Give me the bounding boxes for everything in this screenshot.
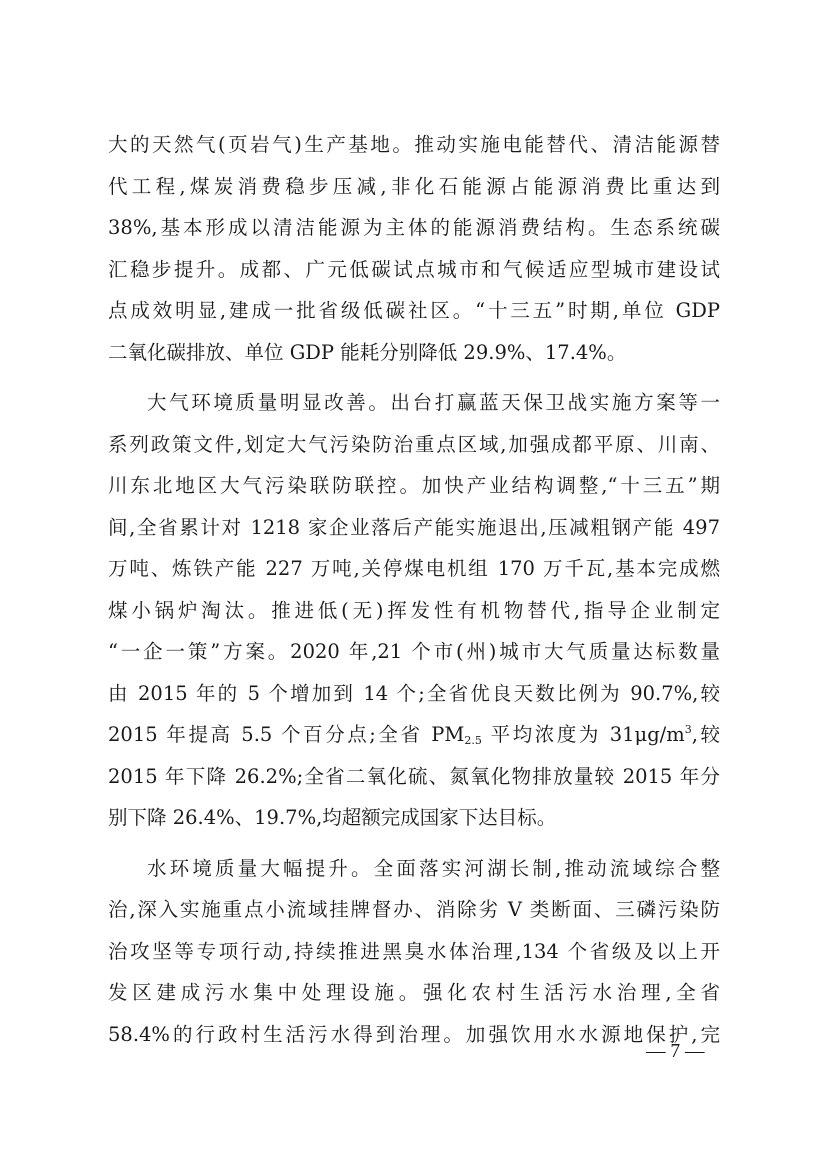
pm-text-mid: 平均浓度为 31μg/m bbox=[481, 723, 685, 746]
text-line: 大气环境质量明显改善。出台打赢蓝天保卫战实施方案等一 bbox=[147, 391, 720, 414]
text-line: 发区建成污水集中处理设施。强化农村生活污水治理,全省 bbox=[108, 981, 720, 1004]
text-line: 汇稳步提升。成都、广元低碳试点城市和气候适应型城市建设试 bbox=[108, 257, 720, 281]
text-line: 间,全省累计对 1218 家企业落后产能实施退出,压减粗钢产能 497 bbox=[108, 515, 720, 539]
text-line: 别下降 26.4%、19.7%,均超额完成国家下达目标。 bbox=[108, 806, 557, 829]
pm-text-post: ,较 bbox=[691, 723, 721, 746]
unit-superscript: 3 bbox=[684, 723, 692, 736]
text-line: 川东北地区大气污染联防联控。加快产业结构调整,“十三五”期 bbox=[108, 474, 720, 497]
text-line: 58.4%的行政村生活污水得到治理。加强饮用水水源地保护,完 bbox=[108, 1022, 720, 1046]
text-line: 水环境质量大幅提升。全面落实河湖长制,推动流域综合整 bbox=[147, 856, 720, 880]
text-line: 系列政策文件,划定大气污染防治重点区域,加强成都平原、川南、 bbox=[108, 432, 720, 456]
text-line: 代工程,煤炭消费稳步压减,非化石能源占能源消费比重达到 bbox=[108, 174, 720, 198]
text-line: 大的天然气(页岩气)生产基地。推动实施电能替代、清洁能源替 bbox=[108, 133, 720, 156]
text-line: 煤小锅炉淘汰。推进低(无)挥发性有机物替代,指导企业制定 bbox=[108, 598, 720, 622]
text-line: 2015 年下降 26.2%;全省二氧化硫、氮氧化物排放量较 2015 年分 bbox=[108, 764, 720, 788]
text-line: 由 2015 年的 5 个增加到 14 个;全省优良天数比例为 90.7%,较 bbox=[108, 681, 720, 705]
text-line: 治,深入实施重点小流域挂牌督办、消除劣 V 类断面、三磷污染防 bbox=[108, 898, 720, 921]
text-line-pm25 bbox=[108, 714, 720, 756]
body-text bbox=[108, 124, 720, 1055]
text-line: 点成效明显,建成一批省级低碳社区。“十三五”时期,单位 GDP bbox=[108, 299, 720, 322]
text-line: 38%,基本形成以清洁能源为主体的能源消费结构。生态系统碳 bbox=[108, 216, 720, 239]
text-line: 万吨、炼铁产能 227 万吨,关停煤电机组 170 万千瓦,基本完成燃 bbox=[108, 557, 720, 580]
paragraph-air-quality bbox=[108, 382, 720, 839]
paragraph-energy-carbon bbox=[108, 124, 720, 373]
page-number: — 7 — bbox=[646, 1041, 705, 1062]
text-line: “一企一策”方案。2020 年,21 个市(州)城市大气质量达标数量 bbox=[108, 640, 720, 663]
paragraph-water-quality bbox=[108, 848, 720, 1056]
text-line: 治攻坚等专项行动,持续推进黑臭水体治理,134 个省级及以上开 bbox=[108, 939, 720, 963]
pm-text-pre: 2015 年提高 5.5 个百分点;全省 PM bbox=[108, 723, 465, 746]
pm-subscript: 2.5 bbox=[464, 734, 482, 747]
text-line: 二氧化碳排放、单位 GDP 能耗分别降低 29.9%、17.4%。 bbox=[108, 340, 627, 364]
